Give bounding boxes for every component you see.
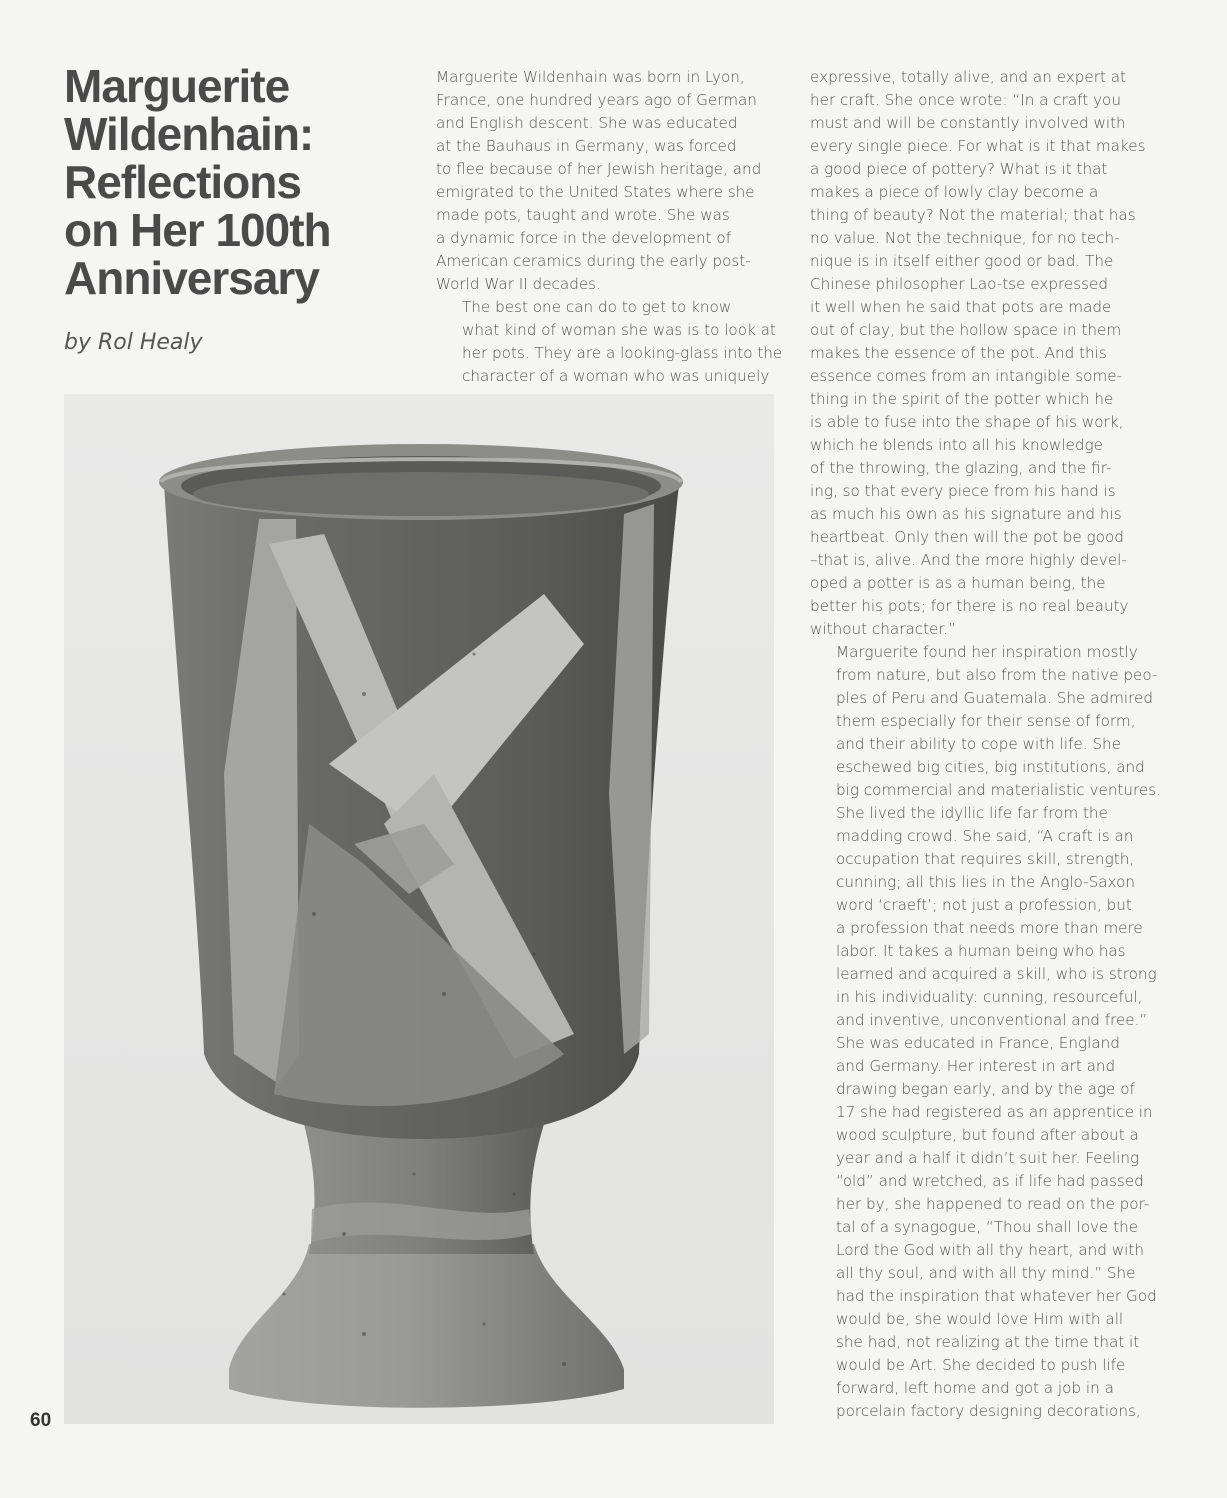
title-line: Wildenhain:: [64, 108, 314, 160]
text-line: wood sculpture, but found after about a: [836, 1126, 1139, 1144]
title-line: Marguerite: [64, 60, 290, 112]
title-line: Reflections: [64, 156, 301, 208]
paragraph: [810, 1032, 1155, 1423]
text-line: expressive, totally alive, and an expert at: [810, 68, 1126, 86]
text-line: better his pots; for there is no real beauty: [810, 597, 1129, 615]
title-line: on Her 100th: [64, 204, 331, 256]
text-line: what kind of woman she was is to look at: [462, 321, 776, 339]
text-line: every single piece. For what is it that makes: [810, 137, 1146, 155]
text-line: as much his own as his signature and his: [810, 505, 1122, 523]
text-column-2: [810, 66, 1162, 1423]
text-line: must and will be constantly involved with: [810, 114, 1126, 132]
paragraph: [436, 296, 781, 388]
text-line: she had, not realizing at the time that it: [836, 1333, 1140, 1351]
paragraph: [436, 66, 781, 296]
text-line: eschewed big cities, big institutions, and: [836, 758, 1145, 776]
goblet-illustration: [64, 394, 774, 1424]
text-line: heartbeat. Only then will the pot be good: [810, 528, 1124, 546]
text-line: oped a potter is as a human being, the: [810, 574, 1106, 592]
text-line: porcelain factory designing decorations,: [836, 1402, 1141, 1420]
text-line: World War II decades.: [436, 275, 601, 293]
text-line: makes a piece of lowly clay become a: [810, 183, 1099, 201]
text-line: it well when he said that pots are made: [810, 298, 1112, 316]
text-line: France, one hundred years ago of German: [436, 91, 757, 109]
text-line: a dynamic force in the development of: [436, 229, 732, 247]
text-line: tal of a synagogue, “Thou shall love the: [836, 1218, 1139, 1236]
text-line: out of clay, but the hollow space in them: [810, 321, 1122, 339]
text-line: a profession that needs more than mere: [836, 919, 1143, 937]
text-line: makes the essence of the pot. And this: [810, 344, 1107, 362]
text-line: drawing began early, and by the age of: [836, 1080, 1135, 1098]
text-line: forward, left home and got a job in a: [836, 1379, 1114, 1397]
text-line: word ‘craeft’; not just a profession, but: [836, 896, 1132, 914]
text-line: “old” and wretched, as if life had passed: [836, 1172, 1144, 1190]
text-line: to flee because of her Jewish heritage, and: [436, 160, 762, 178]
text-line: character of a woman who was uniquely: [462, 367, 770, 385]
text-line: a good piece of pottery? What is it that: [810, 160, 1108, 178]
text-line: Marguerite found her inspiration mostly: [836, 643, 1138, 661]
text-line: –that is, alive. And the more highly devel-: [810, 551, 1127, 569]
text-line: Marguerite Wildenhain was born in Lyon,: [436, 68, 745, 86]
text-line: She was educated in France, England: [836, 1034, 1120, 1052]
text-line: madding crowd. She said, “A craft is an: [836, 827, 1134, 845]
text-line: at the Bauhaus in Germany, was forced: [436, 137, 737, 155]
text-line: of the throwing, the glazing, and the fir-: [810, 459, 1112, 477]
text-line: them especially for their sense of form,: [836, 712, 1136, 730]
text-line: year and a half it didn’t suit her. Feeling: [836, 1149, 1140, 1167]
text-line: essence comes from an intangible some-: [810, 367, 1123, 385]
text-line: would be Art. She decided to push life: [836, 1356, 1126, 1374]
text-line: and Germany. Her interest in art and: [836, 1057, 1116, 1075]
text-line: She lived the idyllic life far from the: [836, 804, 1108, 822]
title-line: Anniversary: [64, 252, 319, 304]
text-line: labor. It takes a human being who has: [836, 942, 1126, 960]
text-line: would be, she would love Him with all: [836, 1310, 1124, 1328]
text-line: her craft. She once wrote: “In a craft you: [810, 91, 1121, 109]
text-line: all thy soul, and with all thy mind.” She: [836, 1264, 1136, 1282]
text-column-1: [436, 66, 781, 388]
text-line: ples of Peru and Guatemala. She admired: [836, 689, 1154, 707]
text-line: her pots. They are a looking-glass into the: [462, 344, 783, 362]
text-line: big commercial and materialistic ventures.: [836, 781, 1162, 799]
text-line: The best one can do to get to know: [462, 298, 732, 316]
text-line: without character.”: [810, 620, 956, 638]
text-line: thing in the spirit of the potter which he: [810, 390, 1114, 408]
byline: by Rol Healy: [64, 330, 203, 355]
text-line: ing, so that every piece from his hand is: [810, 482, 1116, 500]
text-line: which he blends into all his knowledge: [810, 436, 1103, 454]
text-line: emigrated to the United States where she: [436, 183, 755, 201]
text-line: and their ability to cope with life. She: [836, 735, 1121, 753]
paragraph: [810, 66, 1155, 641]
text-line: is able to fuse into the shape of his work,: [810, 413, 1124, 431]
text-line: cunning; all this lies in the Anglo-Saxon: [836, 873, 1135, 891]
text-line: no value. Not the technique, for no tech-: [810, 229, 1120, 247]
text-line: 17 she had registered as an apprentice in: [836, 1103, 1153, 1121]
text-line: nique is in itself either good or bad. The: [810, 252, 1114, 270]
text-line: learned and acquired a skill, who is strong: [836, 965, 1157, 983]
text-line: and inventive, unconventional and free.”: [836, 1011, 1148, 1029]
page-number: 60: [30, 1410, 52, 1431]
text-line: Chinese philosopher Lao-tse expressed: [810, 275, 1109, 293]
text-line: occupation that requires skill, strength,: [836, 850, 1135, 868]
text-line: from nature, but also from the native peo-: [836, 666, 1158, 684]
pottery-goblet-photo: [64, 394, 774, 1424]
text-line: thing of beauty? Not the material; that has: [810, 206, 1136, 224]
text-line: her by, she happened to read on the por-: [836, 1195, 1150, 1213]
text-line: in his individuality: cunning, resourceful,: [836, 988, 1143, 1006]
text-line: American ceramics during the early post-: [436, 252, 751, 270]
text-line: had the inspiration that whatever her God: [836, 1287, 1157, 1305]
text-line: Lord the God with all thy heart, and with: [836, 1241, 1144, 1259]
text-line: and English descent. She was educated: [436, 114, 738, 132]
paragraph: [810, 641, 1162, 1032]
text-line: made pots, taught and wrote. She was: [436, 206, 730, 224]
article-title: [64, 62, 394, 302]
